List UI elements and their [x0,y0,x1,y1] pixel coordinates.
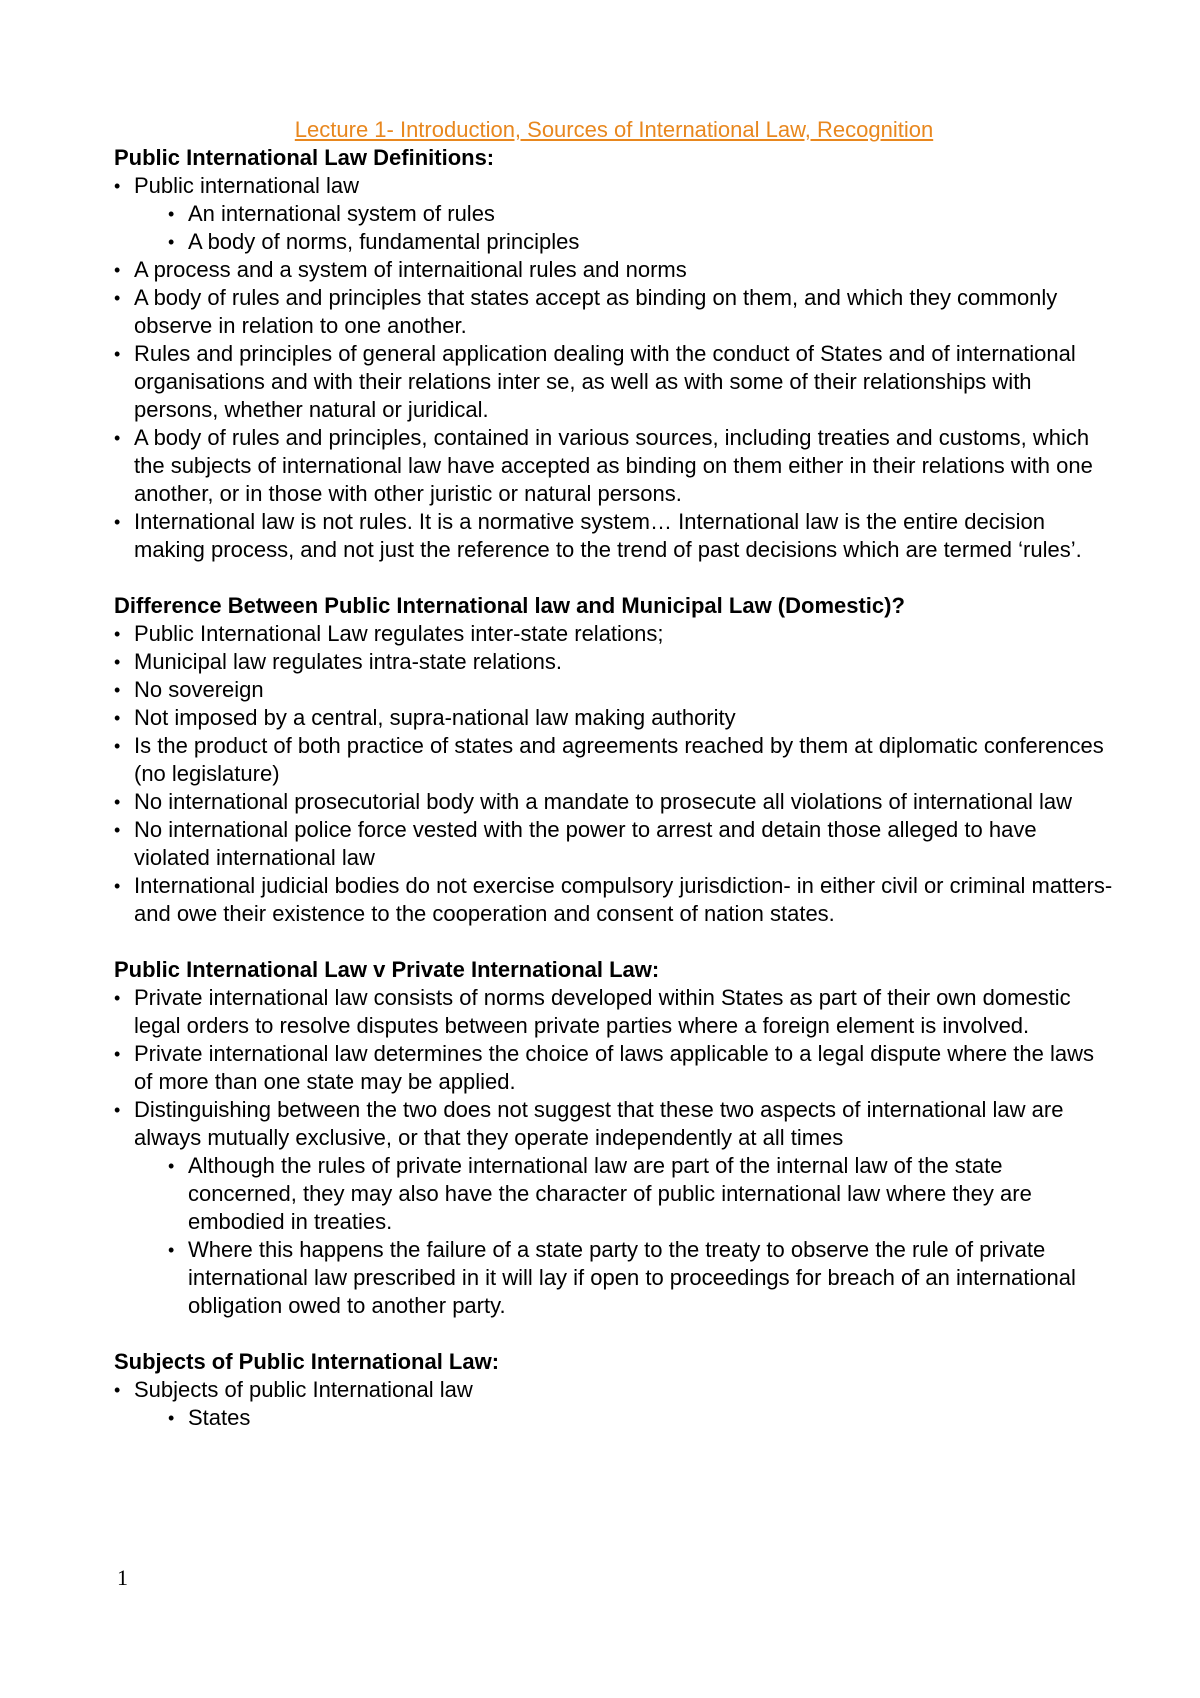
list-item-text: A body of rules and principles, contained in various sources, including treaties and customs, which the subjects of international law have accepted as binding on them either in their relations with one another, or in those with other juristic or natural persons. [134,425,1093,506]
bullet-icon: • [114,344,121,364]
list-item [114,1040,1114,1096]
bullet-icon: • [114,512,121,532]
list-item-text: Private international law consists of norms developed within States as part of their own domestic legal orders to resolve disputes between private parties where a foreign element is involved. [134,985,1071,1038]
lecture-title: Lecture 1- Introduction, Sources of International Law, Recognition [294,117,934,142]
list-item-text: States [188,1405,251,1430]
bullet-icon: • [114,624,121,644]
section-heading: Public International Law Definitions: [114,145,495,170]
list-item-text: Public international law [134,173,360,198]
section [114,144,1114,564]
list-item [114,424,1114,508]
bullet-icon: • [114,820,121,840]
list-item-text: Distinguishing between the two does not suggest that these two aspects of international law are always mutually exclusive, or that they operate independently at all times [134,1097,1064,1150]
section-heading: Public International Law v Private International Law: [114,957,660,982]
section-heading: Subjects of Public International Law: [114,1349,500,1374]
list-item [114,788,1114,816]
list-item-text: A body of rules and principles that states accept as binding on them, and which they commonly observe in relation to one another. [134,285,1058,338]
bullet-icon: • [114,1380,121,1400]
bullet-icon: • [114,260,121,280]
list-item-text: No sovereign [134,677,264,702]
list-item [114,704,1114,732]
list-item-text: Municipal law regulates intra-state relations. [134,649,562,674]
bullet-icon: • [114,736,121,756]
bullet-icon: • [168,232,175,252]
list-item [114,676,1114,704]
list-item [114,340,1114,424]
list-item [114,1236,1114,1320]
bullet-icon: • [114,680,121,700]
list-item-text: Not imposed by a central, supra-national law making authority [134,705,736,730]
list-item [114,284,1114,340]
list-item-text: Although the rules of private international law are part of the internal law of the state concerned, they may also have the character of public international law where they are embodied in treaties. [188,1153,1032,1234]
list-item-text: Rules and principles of general application dealing with the conduct of States and of international organisations and with their relations inter se, as well as with some of their relationships with persons, whether natural or juridical. [134,341,1076,422]
bullet-icon: • [114,428,121,448]
list-item-text: Public International Law regulates inter-state relations; [134,621,664,646]
bullet-list [114,172,1114,564]
list-item [114,256,1114,284]
bullet-list [114,1376,1114,1432]
list-item [114,228,1114,256]
bullet-icon: • [168,204,175,224]
section [114,1348,1114,1432]
bullet-icon: • [114,176,121,196]
bullet-icon: • [114,288,121,308]
list-item-text: International judicial bodies do not exercise compulsory jurisdiction- in either civil or criminal matters- and owe their existence to the cooperation and consent of nation states. [134,873,1113,926]
list-item [114,984,1114,1040]
list-item-text: A process and a system of internaitional rules and norms [134,257,687,282]
bullet-list [114,984,1114,1320]
list-item [114,1404,1114,1432]
bullet-icon: • [114,1044,121,1064]
bullet-icon: • [114,792,121,812]
bullet-list [114,620,1114,928]
list-item-text: No international police force vested with the power to arrest and detain those alleged to have violated international law [134,817,1037,870]
list-item [114,648,1114,676]
section [114,956,1114,1320]
list-item-text: Is the product of both practice of states and agreements reached by them at diplomatic conferences (no legislature) [134,733,1104,786]
list-item-text: Subjects of public International law [134,1377,473,1402]
section [114,592,1114,928]
list-item-text: An international system of rules [188,201,495,226]
list-item [114,508,1114,564]
list-item-text: A body of norms, fundamental principles [188,229,580,254]
list-item [114,732,1114,788]
bullet-icon: • [168,1156,175,1176]
page-number: 1 [117,1565,128,1590]
bullet-icon: • [114,1100,121,1120]
bullet-icon: • [114,652,121,672]
list-item [114,1376,1114,1404]
list-item-text: Private international law determines the choice of laws applicable to a legal dispute where the laws of more than one state may be applied. [134,1041,1094,1094]
bullet-icon: • [168,1240,175,1260]
list-item-text: International law is not rules. It is a normative system… International law is the entire decision making process, and not just the reference to the trend of past decisions which are termed ‘rules’. [134,509,1082,562]
list-item [114,1096,1114,1152]
list-item [114,816,1114,872]
list-item [114,620,1114,648]
bullet-icon: • [114,876,121,896]
bullet-icon: • [114,988,121,1008]
list-item-text: No international prosecutorial body with a mandate to prosecute all violations of international law [134,789,1072,814]
bullet-icon: • [168,1408,175,1428]
document-content [114,116,1114,1460]
list-item [114,872,1114,928]
section-heading: Difference Between Public International law and Municipal Law (Domestic)? [114,593,905,618]
list-item [114,172,1114,200]
list-item [114,1152,1114,1236]
list-item [114,200,1114,228]
list-item-text: Where this happens the failure of a state party to the treaty to observe the rule of private international law prescribed in it will lay if open to proceedings for breach of an international obligation owed to another party. [188,1237,1076,1318]
sections-container [114,144,1114,1432]
bullet-icon: • [114,708,121,728]
